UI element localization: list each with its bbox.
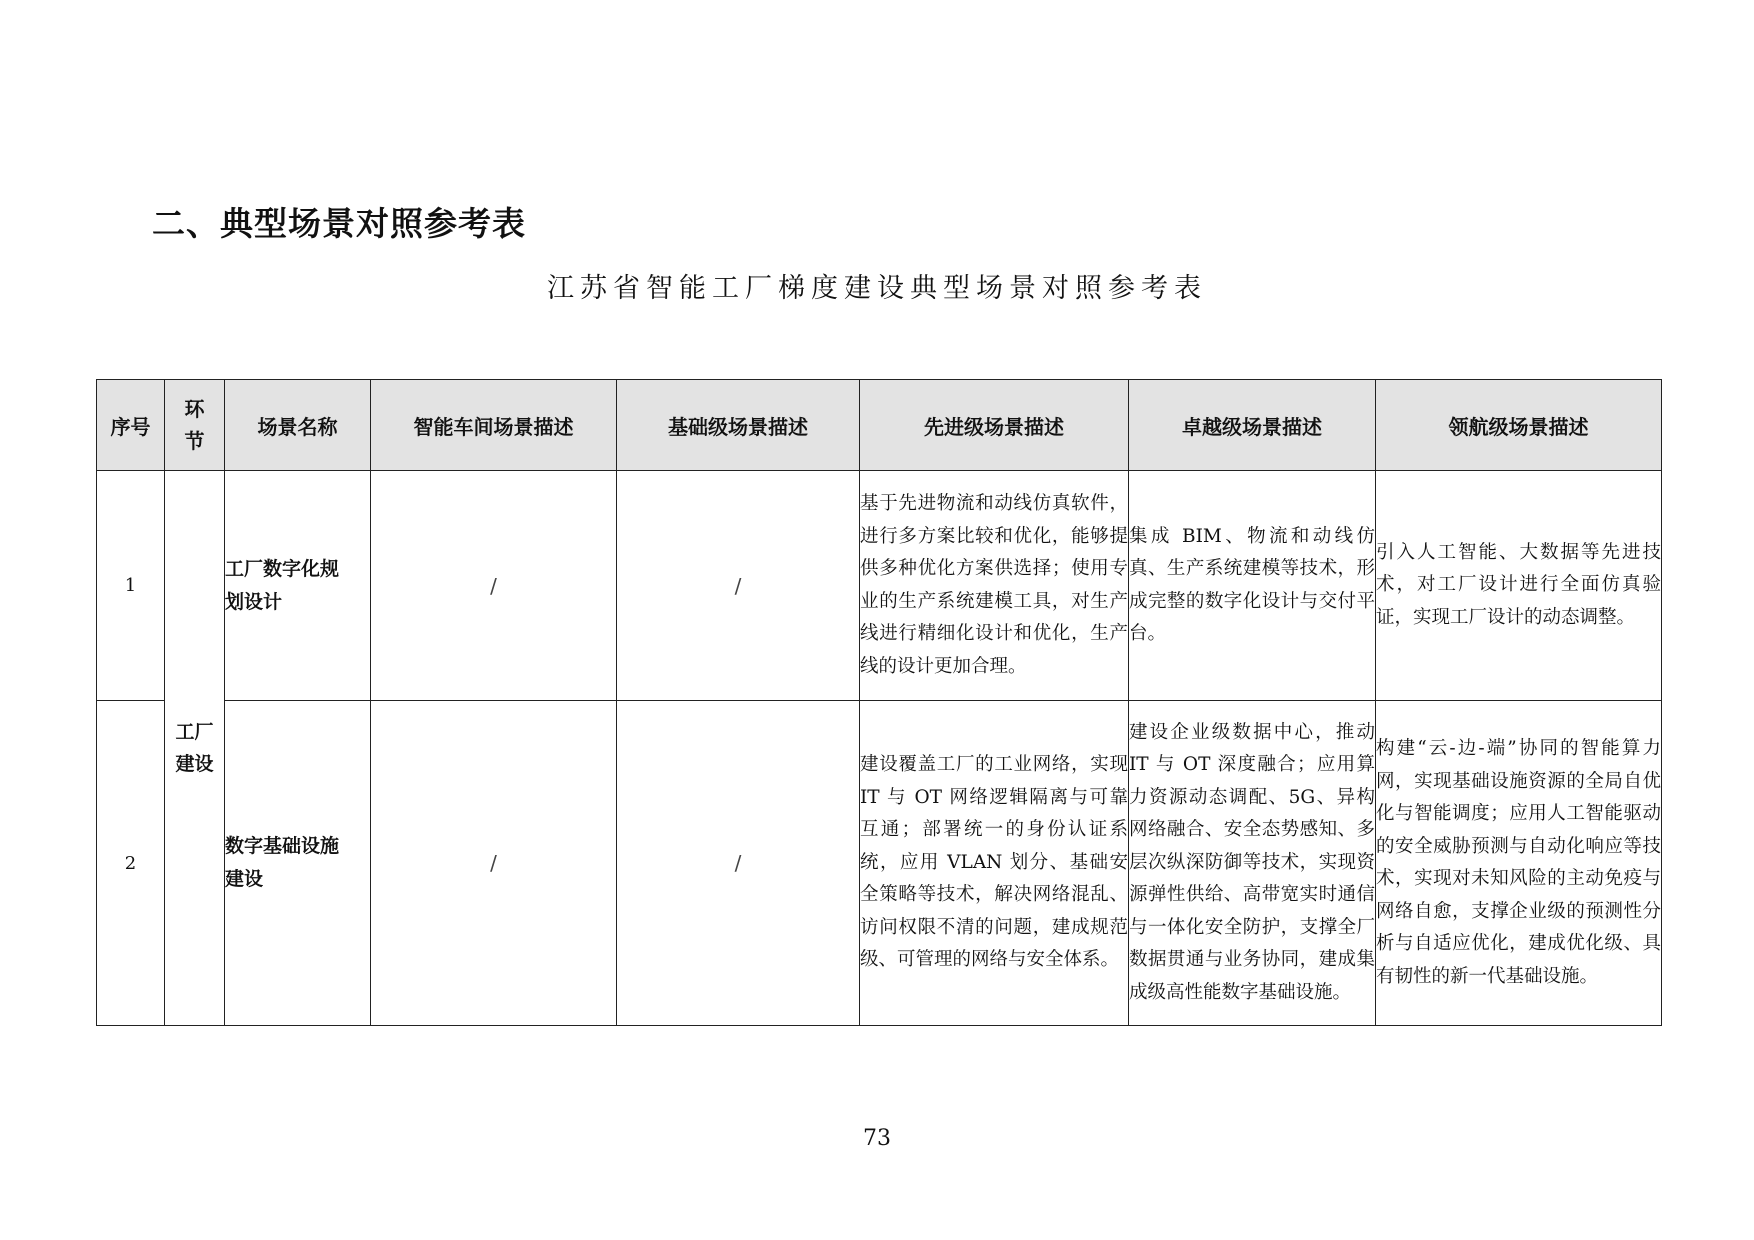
header-leading: 领航级场景描述 — [1376, 380, 1662, 471]
basic-desc: / — [617, 471, 860, 701]
stage-cell — [165, 471, 225, 1026]
scenario-reference-table — [96, 379, 1662, 1026]
basic-desc: / — [617, 701, 860, 1026]
scenario-name-line1: 工厂数字化规 — [225, 557, 340, 580]
row-seq: 2 — [97, 701, 165, 1026]
leading-desc: 引入人工智能、大数据等先进技术，对工厂设计进行全面仿真验证，实现工厂设计的动态调整。 — [1376, 471, 1662, 701]
scenario-name-line1: 数字基础设施 — [225, 835, 340, 857]
scenario-name — [225, 701, 371, 1026]
advanced-desc: 建设覆盖工厂的工业网络，实现 IT 与 OT 网络逻辑隔离与可靠互通；部署统一的身份认证系统，应用 VLAN 划分、基础安全策略等技术，解决网络混乱、访问权限不清的问题，建成规范级、可管理的网络与安全体系。 — [860, 701, 1129, 1026]
excellent-desc: 建设企业级数据中心，推动 IT 与 OT 深度融合；应用算力资源动态调配、5G、异构网络融合、安全态势感知、多层次纵深防御等技术，实现资源弹性供给、高带宽实时通信与一体化安全防护，支撑全厂数据贯通与业务协同，建成集成级高性能数字基础设施。 — [1129, 701, 1376, 1026]
stage-line1: 工厂 — [175, 721, 214, 743]
header-advanced: 先进级场景描述 — [860, 380, 1129, 471]
header-row — [97, 380, 1662, 471]
excellent-desc: 集成 BIM、物流和动线仿真、生产系统建模等技术，形成完整的数字化设计与交付平台。 — [1129, 471, 1376, 701]
header-seq: 序号 — [97, 380, 165, 471]
stage-line2: 建设 — [175, 753, 214, 775]
header-stage-line1: 环 — [184, 397, 205, 421]
header-scenario-name: 场景名称 — [225, 380, 371, 471]
scenario-name — [225, 471, 371, 701]
row-seq: 1 — [97, 471, 165, 701]
header-stage-line2: 节 — [184, 429, 205, 453]
scenario-name-line2: 划设计 — [225, 590, 283, 613]
header-stage — [165, 380, 225, 471]
table-title: 江苏省智能工厂梯度建设典型场景对照参考表 — [547, 273, 1207, 304]
leading-desc: 构建“云-边-端”协同的智能算力网，实现基础设施资源的全局自优化与智能调度；应用人工智能驱动的安全威胁预测与自动化响应等技术，实现对未知风险的主动免疫与网络自愈，支撑企业级的预测性分析与自适应优化，建成优化级、具有韧性的新一代基础设施。 — [1376, 701, 1662, 1026]
advanced-desc: 基于先进物流和动线仿真软件，进行多方案比较和优化，能够提供多种优化方案供选择；使用专业的生产系统建模工具，对生产线进行精细化设计和优化，生产线的设计更加合理。 — [860, 471, 1129, 701]
header-workshop: 智能车间场景描述 — [371, 380, 617, 471]
scenario-name-line2: 建设 — [225, 868, 264, 890]
table-row — [97, 471, 1662, 701]
workshop-desc: / — [371, 471, 617, 701]
header-basic: 基础级场景描述 — [617, 380, 860, 471]
header-excellent: 卓越级场景描述 — [1129, 380, 1376, 471]
table-row — [97, 701, 1662, 1026]
section-heading: 二、典型场景对照参考表 — [152, 204, 526, 243]
workshop-desc: / — [371, 701, 617, 1026]
page-number: 73 — [863, 1126, 891, 1151]
